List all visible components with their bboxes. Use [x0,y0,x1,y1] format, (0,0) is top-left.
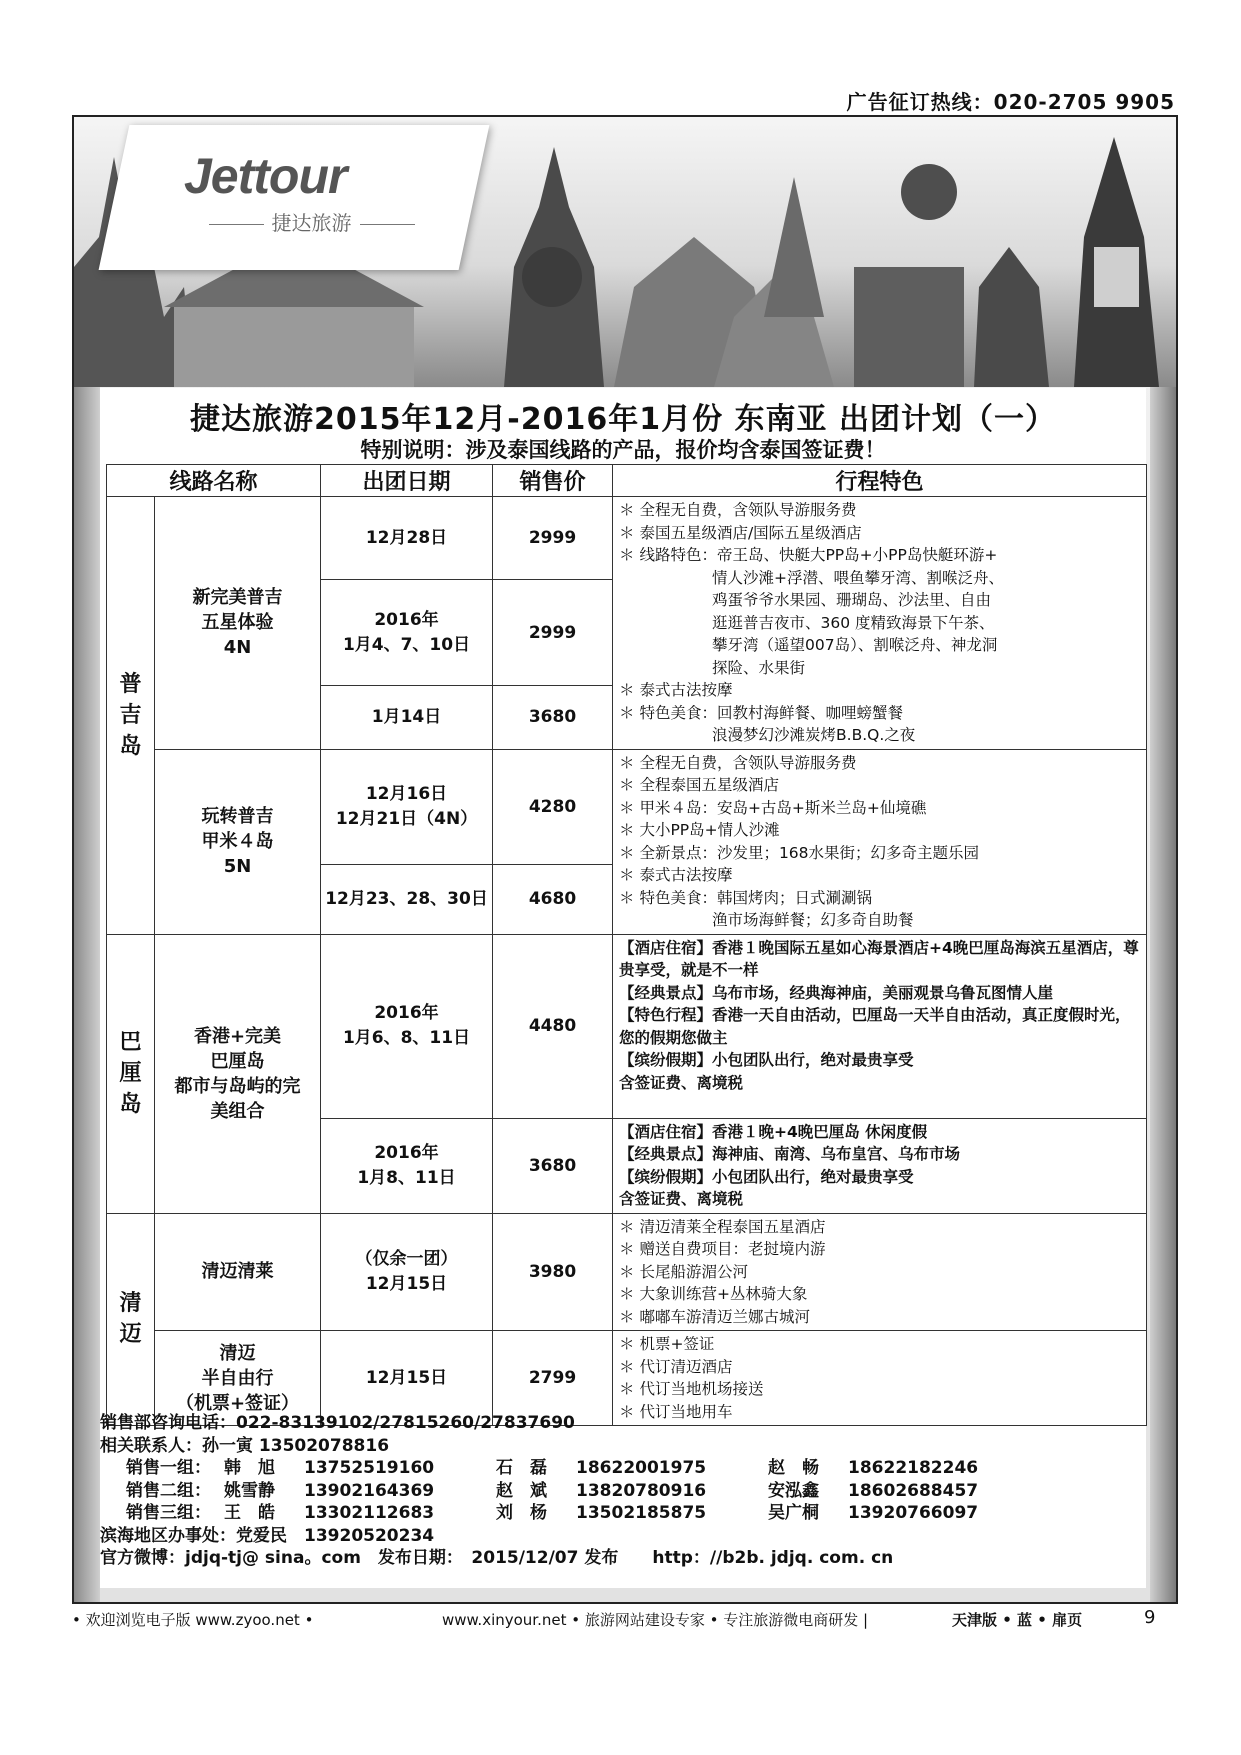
region-label: 巴厘岛 [119,1030,142,1117]
tour-plan-table [106,464,1147,1426]
header-price: 销售价 [493,465,613,497]
feature-list: 【酒店住宿】香港１晚国际五星如心海景酒店+4晚巴厘岛海滨五星酒店，尊贵享受，就是不一样 【经典景点】乌布市场，经典海神庙，美丽观景乌鲁瓦图情人崖 【特色行程】香港一天自由活动，巴厘岛一天半自由活动，真正度假时光，您的假期您做主 【缤纷假期】小包团队出行，绝对最贵享受 含签证费、离境税 [613,934,1147,1118]
price: 3680 [493,1118,613,1213]
weibo-publish-line: 官方微博：jdjq-tj@ sina。com 发布日期： 2015/12/07 发布 http：//b2b. jdjq. com. cn [100,1548,894,1568]
price: 4480 [493,934,613,1118]
price: 2799 [493,1331,613,1426]
departure-date: 12月15日 [321,1331,493,1426]
region-label: 清迈 [119,1291,142,1348]
header-date: 出团日期 [321,465,493,497]
price: 4680 [493,864,613,934]
table-row [107,497,1147,580]
departure-date: （仅余一团） 12月15日 [321,1213,493,1331]
departure-date: 1月14日 [321,686,493,749]
departure-date: 12月28日 [321,497,493,580]
departure-date: 12月23、28、30日 [321,864,493,934]
feature-list: ＊ 机票+签证 ＊ 代订清迈酒店 ＊ 代订当地机场接送 ＊ 代订当地用车 [613,1331,1147,1426]
contact-block [100,1412,1146,1570]
table-row [107,934,1147,1118]
binhai-office: 滨海地区办事处：党爱民 13920520234 [100,1525,435,1546]
sales-phone: 销售部咨询电话：022-83139102/27815260/27837690 [100,1413,575,1433]
region-label: 普吉岛 [119,671,142,759]
footer-middle: www.xinyour.net • 旅游网站建设专家 • 专注旅游微电商研发 | [442,1611,869,1629]
table-row [107,1213,1147,1331]
page-title: 捷达旅游2015年12月-2016年1月份 东南亚 出团计划（一） [190,402,1056,437]
logo-subtitle: 捷达旅游 [184,207,439,236]
route-name: 新完美普吉 五星体验 4N [155,497,321,750]
route-name: 清迈 半自由行 （机票+签证） [155,1331,321,1426]
contact-person: 相关联系人：孙一寅 13502078816 [100,1435,390,1456]
price: 4280 [493,749,613,864]
price: 3680 [493,686,613,749]
feature-list: 【酒店住宿】香港１晚+4晚巴厘岛 休闲度假 【经典景点】海神庙、南湾、乌布皇宫、乌布市场 【缤纷假期】小包团队出行，绝对最贵享受 含签证费、离境税 [613,1118,1147,1213]
right-photo-strip [1150,387,1176,1602]
region-bali [107,934,155,1213]
departure-date: 2016年 1月8、11日 [321,1118,493,1213]
footer-left: • 欢迎浏览电子版 www.zyoo.net • [72,1611,314,1629]
sales-group: 销售一组： 韩 旭 13752519160 石 磊 18622001975 赵 畅 18622182246 [126,1458,979,1478]
header-features: 行程特色 [613,465,1147,497]
table-row [107,749,1147,864]
footer-edition: 天津版 • 蓝 • 扉页 [952,1611,1083,1629]
jettour-logo: Jettour [184,148,347,204]
header-route: 线路名称 [107,465,321,497]
feature-list: ＊ 清迈清莱全程泰国五星酒店 ＊ 赠送自费项目：老挝境内游 ＊ 长尾船游湄公河 ＊ 大象训练营+丛林骑大象 ＊ 嘟嘟车游清迈兰娜古城河 [613,1213,1147,1331]
route-name: 清迈清莱 [155,1213,321,1331]
route-name: 香港+完美 巴厘岛 都市与岛屿的完 美组合 [155,934,321,1213]
departure-date: 2016年 1月4、7、10日 [321,580,493,686]
special-note: 特别说明：涉及泰国线路的产品，报价均含泰国签证费！ [360,438,886,462]
banner-image [74,117,1176,387]
sales-group: 销售二组： 姚雪静 13902164369 赵 斌 13820780916 安泓鑫 18602688457 [126,1480,979,1501]
price: 2999 [493,497,613,580]
table-header-row [107,465,1147,497]
departure-date: 2016年 1月6、8、11日 [321,934,493,1118]
feature-list: ＊ 全程无自费，含领队导游服务费 ＊ 泰国五星级酒店/国际五星级酒店 ＊ 线路特色：帝王岛、快艇大PP岛+小PP岛快艇环游+ 情人沙滩+浮潜、喂鱼攀牙湾、割喉泛舟、 鸡蛋爷爷水果园、珊瑚岛、沙法里、自由 逛逛普吉夜市、360 度精致海景下午茶、 攀牙湾（遥望007岛）、割喉泛舟、神龙洞 探险、水果街 ＊ 泰式古法按摩 ＊ 特色美食：回教村海鲜餐、咖哩螃蟹餐 浪漫梦幻沙滩炭烤B.B.Q.之夜 [613,497,1147,750]
left-photo-strip [74,387,100,1602]
tour-plan-panel [100,388,1146,1588]
price: 3980 [493,1213,613,1331]
sales-group: 销售三组： 王 皓 13302112683 刘 杨 13502185875 吴广桐 13920766097 [126,1503,979,1523]
ad-hotline: 广告征订热线：020-2705 9905 [846,90,1175,114]
feature-list: ＊ 全程无自费，含领队导游服务费 ＊ 全程泰国五星级酒店 ＊ 甲米４岛：安岛+古岛+斯米兰岛+仙境礁 ＊ 大小PP岛+情人沙滩 ＊ 全新景点：沙发里；168水果街；幻多奇主题乐园 ＊ 泰式古法按摩 ＊ 特色美食：韩国烤肉；日式涮涮锅 渔市场海鲜餐；幻多奇自助餐 [613,749,1147,934]
page-number: 9 [1144,1607,1156,1628]
region-chiangmai [107,1213,155,1426]
price: 2999 [493,580,613,686]
departure-date: 12月16日 12月21日（4N） [321,749,493,864]
route-name: 玩转普吉 甲米４岛 5N [155,749,321,934]
region-phuket [107,497,155,935]
